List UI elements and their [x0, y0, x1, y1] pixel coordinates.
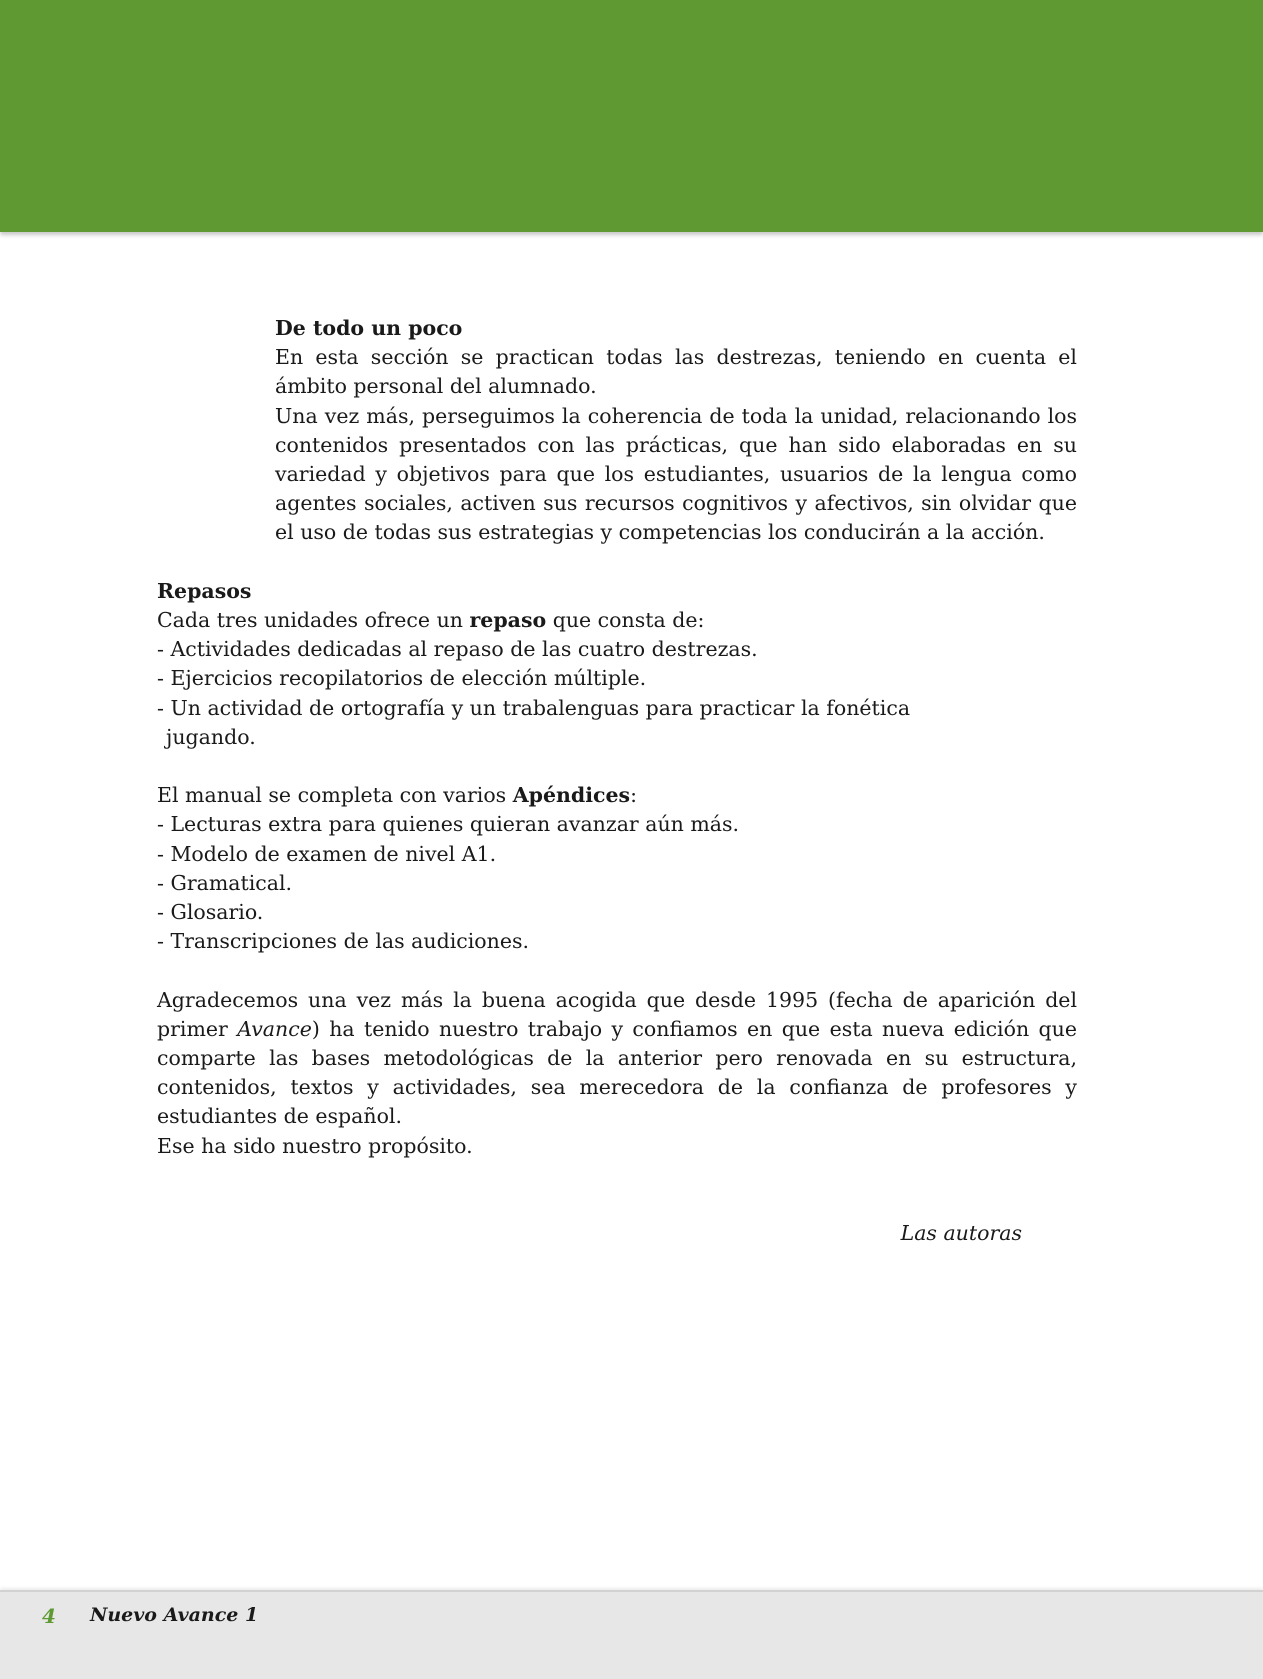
section-closing: [157, 986, 1077, 1249]
repasos-intro: [157, 606, 1077, 635]
apendices-intro-text: El manual se completa con varios: [157, 783, 513, 808]
apendices-intro: [157, 781, 1077, 810]
repasos-intro-bold: repaso: [469, 608, 547, 633]
page-content: [157, 314, 1077, 1248]
section-apendices: [157, 781, 1077, 956]
list-item: - Lecturas extra para quienes quieran avanzar aún más.: [157, 812, 740, 837]
spacer: [157, 956, 1077, 985]
list-item: - Glosario.: [157, 900, 264, 925]
spacer: [157, 752, 1077, 781]
section-repasos: [157, 577, 1077, 752]
list-item: - Un actividad de ortografía y un trabalenguas para practicar la fonética: [157, 695, 911, 720]
list-item: - Modelo de examen de nivel A1.: [157, 841, 497, 866]
book-title: Nuevo Avance 1: [90, 1604, 259, 1626]
repasos-intro-text: Cada tres unidades ofrece un: [157, 608, 470, 633]
section-de-todo-un-poco: [275, 314, 1077, 548]
repasos-intro-text-end: que consta de:: [546, 608, 705, 633]
spacer: [157, 1190, 1077, 1219]
header-band: [0, 0, 1263, 232]
apendices-intro-text-end: :: [630, 783, 637, 808]
agradecimientos-italic: Avance: [237, 1016, 312, 1041]
paragraph-proposito: Ese ha sido nuestro propósito.: [157, 1133, 473, 1158]
list-item: - Gramatical.: [157, 870, 293, 895]
paragraph-coherencia: Una vez más, perseguimos la coherencia de toda la unidad, relacionando los contenidos presentados con las prácticas, que han sido elaboradas en su variedad y objetivos para que los estudiantes, usuarios de la lengua como agentes sociales, activen sus recursos cognitivos y afectivos, sin olvidar que el uso de todas sus estrategias y competencias los conducirán a la acción.: [275, 403, 1077, 545]
list-item: - Transcripciones de las audiciones.: [157, 929, 530, 954]
spacer: [157, 548, 1077, 577]
paragraph-destrezas: En esta sección se practican todas las destrezas, teniendo en cuenta el ámbito personal del alumnado.: [275, 345, 1077, 399]
agradecimientos-text: Agradecemos una vez más la buena acogida que desde 1995 (fecha de aparición del primer: [157, 987, 1077, 1041]
section-heading-repasos: Repasos: [157, 578, 252, 603]
section-heading-de-todo-un-poco: De todo un poco: [275, 316, 463, 340]
spacer: [157, 1161, 1077, 1190]
agradecimientos-text-end: ) ha tenido nuestro trabajo y confiamos en que esta nueva edición que comparte las bases metodológicas de la anterior pero renovada en su estructura, contenidos, textos y actividades, sea merecedora de la confianza de profesores y estudiantes de español.: [157, 1016, 1077, 1129]
apendices-intro-bold: Apéndices: [512, 783, 631, 808]
list-item-continuation: jugando.: [166, 724, 256, 749]
signature: Las autoras: [900, 1221, 1022, 1246]
list-item: - Actividades dedicadas al repaso de las cuatro destrezas.: [157, 637, 758, 662]
page-number: 4: [42, 1604, 56, 1628]
footer-band: [0, 1590, 1263, 1679]
list-item: - Ejercicios recopilatorios de elección múltiple.: [157, 666, 647, 691]
paragraph-agradecimientos: [157, 986, 1077, 1132]
